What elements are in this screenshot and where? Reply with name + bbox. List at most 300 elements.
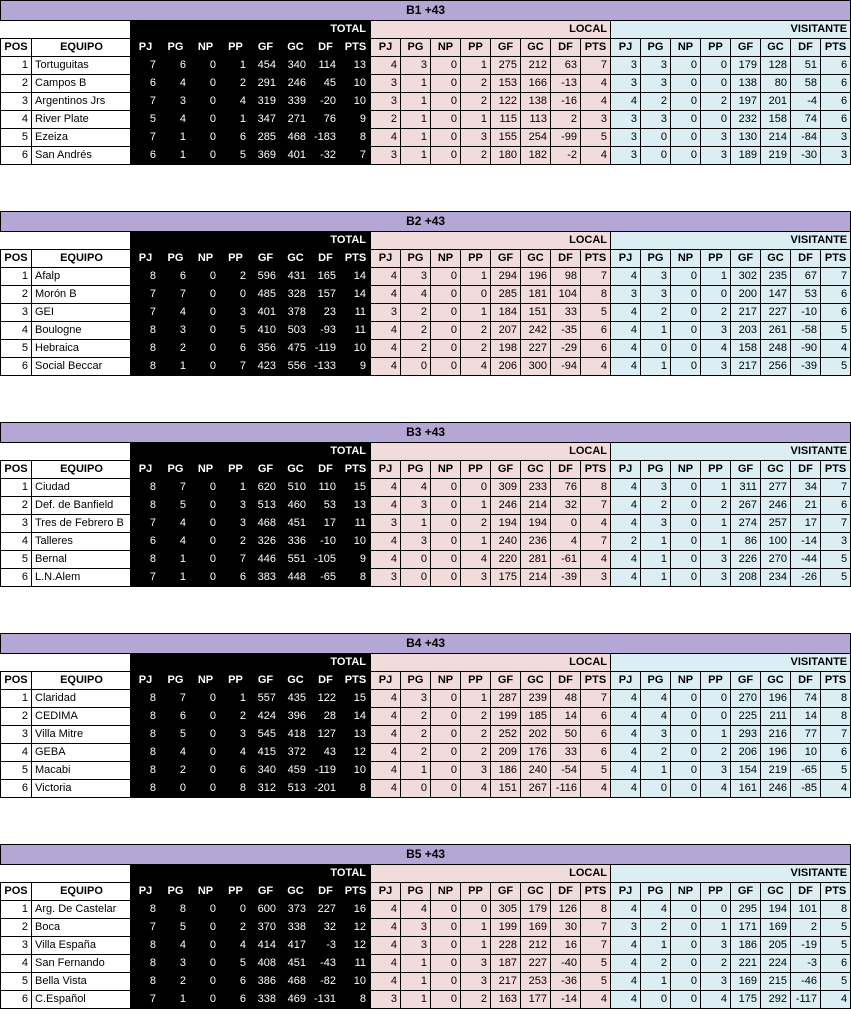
- table-row: [1, 991, 851, 1009]
- total-stat: 328: [281, 286, 311, 304]
- total-stat: 468: [251, 515, 281, 533]
- col-header: PTS: [821, 39, 851, 57]
- local-stat: 4: [371, 726, 401, 744]
- col-header: PTS: [581, 461, 611, 479]
- local-stat: 4: [371, 708, 401, 726]
- col-header: GF: [731, 39, 761, 57]
- visit-stat: 169: [761, 919, 791, 937]
- visit-stat: 311: [731, 479, 761, 497]
- total-stat: 8: [341, 780, 371, 798]
- visit-stat: -46: [791, 973, 821, 991]
- total-stat: 372: [281, 744, 311, 762]
- visit-stat: 4: [611, 744, 641, 762]
- local-stat: 153: [491, 75, 521, 93]
- team-name: Boca: [32, 919, 131, 937]
- visit-stat: -26: [791, 569, 821, 587]
- table-row: [1, 147, 851, 165]
- local-stat: 4: [581, 780, 611, 798]
- total-stat: 6: [131, 147, 161, 165]
- total-stat: 10: [341, 973, 371, 991]
- local-stat: 3: [371, 991, 401, 1009]
- local-stat: 4: [401, 901, 431, 919]
- table-row: [1, 75, 851, 93]
- local-stat: 0: [431, 75, 461, 93]
- col-header: PTS: [581, 672, 611, 690]
- visit-stat: 0: [671, 515, 701, 533]
- total-stat: 6: [161, 708, 191, 726]
- visit-stat: 8: [821, 690, 851, 708]
- local-stat: 1: [401, 75, 431, 93]
- local-stat: 2: [461, 726, 491, 744]
- table-row: [1, 497, 851, 515]
- col-header: PP: [221, 883, 251, 901]
- total-stat: 3: [221, 726, 251, 744]
- total-stat: 15: [341, 690, 371, 708]
- local-stat: 4: [461, 358, 491, 376]
- local-stat: 0: [431, 708, 461, 726]
- visit-stat: 161: [731, 780, 761, 798]
- visit-stat: 302: [731, 268, 761, 286]
- visit-stat: 200: [731, 286, 761, 304]
- visit-stat: 6: [821, 75, 851, 93]
- group-title-row: [1, 1, 851, 21]
- col-header: DF: [551, 883, 581, 901]
- local-stat: 0: [431, 726, 461, 744]
- col-header: DF: [311, 461, 341, 479]
- visit-stat: -117: [791, 991, 821, 1009]
- position-cell: 1: [1, 268, 32, 286]
- visit-stat: 1: [641, 973, 671, 991]
- visit-stat: 4: [821, 991, 851, 1009]
- col-header: PJ: [131, 672, 161, 690]
- visit-stat: 3: [821, 533, 851, 551]
- position-cell: 3: [1, 937, 32, 955]
- local-stat: 240: [521, 762, 551, 780]
- local-stat: 1: [401, 762, 431, 780]
- local-stat: 198: [491, 340, 521, 358]
- group-title: B3 +43: [1, 423, 851, 443]
- team-name: Social Beccar: [32, 358, 131, 376]
- section-header-row: [1, 21, 851, 39]
- total-stat: 0: [191, 780, 221, 798]
- local-stat: 305: [491, 901, 521, 919]
- visit-stat: 3: [641, 57, 671, 75]
- col-header: DF: [791, 883, 821, 901]
- total-stat: 8: [131, 937, 161, 955]
- visit-stat: 219: [761, 147, 791, 165]
- local-stat: 176: [521, 744, 551, 762]
- local-stat: 180: [491, 147, 521, 165]
- visit-stat: 4: [611, 726, 641, 744]
- total-stat: 1: [161, 991, 191, 1009]
- col-header: PTS: [581, 883, 611, 901]
- local-stat: 4: [401, 286, 431, 304]
- local-stat: 0: [431, 955, 461, 973]
- local-stat: -61: [551, 551, 581, 569]
- visit-stat: 3: [701, 569, 731, 587]
- col-header: GC: [761, 461, 791, 479]
- local-stat: 0: [431, 901, 461, 919]
- visit-stat: 5: [821, 973, 851, 991]
- col-header: PP: [701, 39, 731, 57]
- total-stat: 2: [161, 762, 191, 780]
- position-cell: 6: [1, 569, 32, 587]
- total-stat: 8: [131, 955, 161, 973]
- visit-stat: 0: [701, 57, 731, 75]
- local-stat: 4: [371, 551, 401, 569]
- total-stat: 448: [281, 569, 311, 587]
- total-stat: -82: [311, 973, 341, 991]
- visit-stat: 4: [611, 497, 641, 515]
- local-stat: 166: [521, 75, 551, 93]
- col-header: PP: [461, 461, 491, 479]
- position-cell: 3: [1, 304, 32, 322]
- col-header: PJ: [371, 39, 401, 57]
- col-header: DF: [791, 672, 821, 690]
- local-stat: -99: [551, 129, 581, 147]
- local-stat: 4: [581, 93, 611, 111]
- local-stat: 0: [461, 479, 491, 497]
- col-header: PJ: [371, 461, 401, 479]
- table-row: [1, 93, 851, 111]
- visit-stat: 3: [701, 322, 731, 340]
- local-stat: 196: [521, 268, 551, 286]
- col-header: PG: [161, 672, 191, 690]
- col-header: DF: [551, 672, 581, 690]
- local-stat: 4: [371, 973, 401, 991]
- total-stat: 0: [191, 304, 221, 322]
- total-stat: 8: [131, 268, 161, 286]
- visit-stat: 2: [611, 533, 641, 551]
- visit-stat: -30: [791, 147, 821, 165]
- visit-stat: -44: [791, 551, 821, 569]
- col-header: GF: [491, 461, 521, 479]
- position-cell: 4: [1, 322, 32, 340]
- total-stat: 0: [191, 690, 221, 708]
- total-stat: 620: [251, 479, 281, 497]
- local-stat: 275: [491, 57, 521, 75]
- col-header: PTS: [821, 461, 851, 479]
- visit-stat: 0: [671, 479, 701, 497]
- total-stat: 3: [221, 515, 251, 533]
- total-stat: 122: [311, 690, 341, 708]
- total-stat: 8: [341, 569, 371, 587]
- total-stat: -20: [311, 93, 341, 111]
- local-stat: -35: [551, 322, 581, 340]
- visit-stat: 7: [821, 268, 851, 286]
- local-stat: 253: [521, 973, 551, 991]
- col-header: PJ: [131, 250, 161, 268]
- local-stat: 4: [371, 762, 401, 780]
- local-stat: 214: [521, 569, 551, 587]
- local-stat: 4: [371, 919, 401, 937]
- column-header-row: [1, 672, 851, 690]
- total-stat: 510: [281, 479, 311, 497]
- team-name: Afalp: [32, 268, 131, 286]
- visit-stat: 1: [641, 937, 671, 955]
- total-stat: 7: [221, 358, 251, 376]
- col-header: PG: [161, 883, 191, 901]
- visit-stat: 14: [791, 708, 821, 726]
- visit-stat: 0: [671, 304, 701, 322]
- visit-stat: 175: [731, 991, 761, 1009]
- local-stat: 254: [521, 129, 551, 147]
- total-stat: 12: [341, 937, 371, 955]
- visit-stat: 186: [731, 937, 761, 955]
- visit-stat: 0: [641, 129, 671, 147]
- col-header: PP: [461, 883, 491, 901]
- col-header: PTS: [581, 39, 611, 57]
- local-stat: 0: [461, 286, 491, 304]
- total-stat: 4: [161, 937, 191, 955]
- visit-stat: 2: [641, 304, 671, 322]
- col-header: GC: [521, 461, 551, 479]
- local-stat: 207: [491, 322, 521, 340]
- standings-table: [0, 422, 851, 587]
- visit-stat: 4: [611, 515, 641, 533]
- local-stat: 0: [431, 515, 461, 533]
- position-cell: 2: [1, 919, 32, 937]
- visit-stat: 171: [731, 919, 761, 937]
- visit-stat: 1: [701, 515, 731, 533]
- team-name: Hebraica: [32, 340, 131, 358]
- col-header: DF: [311, 39, 341, 57]
- position-cell: 5: [1, 551, 32, 569]
- col-header: GF: [251, 672, 281, 690]
- position-cell: 3: [1, 726, 32, 744]
- visit-stat: 4: [611, 569, 641, 587]
- visit-stat: 5: [821, 762, 851, 780]
- visit-stat: -65: [791, 762, 821, 780]
- total-stat: 8: [131, 708, 161, 726]
- local-stat: 0: [431, 744, 461, 762]
- visit-stat: 138: [731, 75, 761, 93]
- visit-stat: 225: [731, 708, 761, 726]
- total-stat: 7: [161, 286, 191, 304]
- blank-cell: [1, 21, 131, 39]
- visit-stat: 1: [701, 268, 731, 286]
- total-stat: 0: [191, 497, 221, 515]
- visit-stat: 4: [611, 762, 641, 780]
- local-stat: 4: [371, 129, 401, 147]
- local-stat: 267: [521, 780, 551, 798]
- visit-stat: 4: [611, 973, 641, 991]
- visit-stat: 194: [761, 901, 791, 919]
- local-stat: 3: [461, 129, 491, 147]
- total-stat: 2: [221, 75, 251, 93]
- local-stat: 228: [491, 937, 521, 955]
- visit-stat: 4: [701, 780, 731, 798]
- visit-stat: 128: [761, 57, 791, 75]
- total-stat: 8: [131, 497, 161, 515]
- total-stat: 4: [161, 111, 191, 129]
- local-stat: 1: [401, 111, 431, 129]
- visit-stat: -39: [791, 358, 821, 376]
- local-stat: 0: [431, 93, 461, 111]
- total-stat: 8: [131, 479, 161, 497]
- local-stat: 3: [461, 762, 491, 780]
- local-stat: 2: [401, 304, 431, 322]
- visit-stat: 201: [761, 93, 791, 111]
- team-name: River Plate: [32, 111, 131, 129]
- table-row: [1, 533, 851, 551]
- local-stat: -116: [551, 780, 581, 798]
- visit-stat: 235: [761, 268, 791, 286]
- total-stat: 8: [131, 551, 161, 569]
- local-stat: 300: [521, 358, 551, 376]
- total-stat: 127: [311, 726, 341, 744]
- visit-stat: 0: [641, 991, 671, 1009]
- visit-stat: 2: [701, 955, 731, 973]
- section-local: LOCAL: [371, 654, 611, 672]
- visit-stat: 270: [761, 551, 791, 569]
- total-stat: 410: [251, 322, 281, 340]
- local-stat: 151: [521, 304, 551, 322]
- total-stat: 424: [251, 708, 281, 726]
- total-stat: 373: [281, 901, 311, 919]
- local-stat: 199: [491, 919, 521, 937]
- visit-stat: 0: [671, 744, 701, 762]
- section-local: LOCAL: [371, 21, 611, 39]
- table-row: [1, 111, 851, 129]
- visit-stat: 0: [671, 340, 701, 358]
- visit-stat: 2: [641, 919, 671, 937]
- total-stat: 401: [281, 147, 311, 165]
- total-stat: 6: [221, 569, 251, 587]
- local-stat: 4: [371, 955, 401, 973]
- visit-stat: 261: [761, 322, 791, 340]
- team-name: Claridad: [32, 690, 131, 708]
- col-header: NP: [671, 883, 701, 901]
- total-stat: 369: [251, 147, 281, 165]
- total-stat: 326: [251, 533, 281, 551]
- local-stat: 209: [491, 744, 521, 762]
- local-stat: 7: [581, 690, 611, 708]
- local-stat: 50: [551, 726, 581, 744]
- total-stat: 2: [161, 973, 191, 991]
- visit-stat: 7: [821, 726, 851, 744]
- visit-stat: 2: [701, 497, 731, 515]
- local-stat: 2: [401, 340, 431, 358]
- total-stat: 396: [281, 708, 311, 726]
- visit-stat: 256: [761, 358, 791, 376]
- team-name: Macabi: [32, 762, 131, 780]
- local-stat: 186: [491, 762, 521, 780]
- visit-stat: 293: [731, 726, 761, 744]
- col-header: GF: [251, 461, 281, 479]
- col-header: PG: [401, 672, 431, 690]
- standings-group: [0, 422, 851, 587]
- total-stat: 454: [251, 57, 281, 75]
- total-stat: 114: [311, 57, 341, 75]
- local-stat: 2: [461, 93, 491, 111]
- local-stat: 7: [581, 497, 611, 515]
- local-stat: 3: [581, 569, 611, 587]
- local-stat: 4: [401, 479, 431, 497]
- total-stat: 0: [191, 479, 221, 497]
- visit-stat: 101: [791, 901, 821, 919]
- local-stat: 0: [431, 129, 461, 147]
- total-stat: 7: [131, 304, 161, 322]
- total-stat: 5: [161, 726, 191, 744]
- local-stat: 16: [551, 937, 581, 955]
- visit-stat: 3: [821, 129, 851, 147]
- total-stat: 347: [251, 111, 281, 129]
- col-header: PP: [221, 250, 251, 268]
- col-header: GC: [761, 39, 791, 57]
- team-name: Argentinos Jrs: [32, 93, 131, 111]
- team-name: Ezeiza: [32, 129, 131, 147]
- visit-stat: 4: [611, 304, 641, 322]
- total-stat: 3: [161, 955, 191, 973]
- visit-stat: 4: [641, 708, 671, 726]
- total-stat: 10: [341, 75, 371, 93]
- local-stat: 184: [491, 304, 521, 322]
- local-stat: 182: [521, 147, 551, 165]
- local-stat: -40: [551, 955, 581, 973]
- visit-stat: 217: [731, 358, 761, 376]
- col-header: PJ: [131, 461, 161, 479]
- visit-stat: 4: [611, 690, 641, 708]
- local-stat: 0: [431, 358, 461, 376]
- visit-stat: 0: [671, 955, 701, 973]
- visit-stat: 0: [671, 322, 701, 340]
- total-stat: 6: [221, 762, 251, 780]
- col-header: NP: [191, 672, 221, 690]
- visit-stat: 34: [791, 479, 821, 497]
- total-stat: 10: [341, 762, 371, 780]
- col-header: GF: [731, 250, 761, 268]
- local-stat: 3: [371, 304, 401, 322]
- team-name: San Fernando: [32, 955, 131, 973]
- table-row: [1, 762, 851, 780]
- total-stat: -183: [311, 129, 341, 147]
- visit-stat: 7: [821, 479, 851, 497]
- visit-stat: 0: [671, 268, 701, 286]
- total-stat: 4: [161, 533, 191, 551]
- total-stat: 13: [341, 497, 371, 515]
- local-stat: -36: [551, 973, 581, 991]
- local-stat: 194: [491, 515, 521, 533]
- col-header: GC: [521, 39, 551, 57]
- total-stat: 0: [191, 973, 221, 991]
- total-stat: 336: [281, 533, 311, 551]
- visit-stat: 0: [671, 991, 701, 1009]
- local-stat: 2: [461, 744, 491, 762]
- visit-stat: 3: [641, 111, 671, 129]
- total-stat: 1: [221, 111, 251, 129]
- col-header: PTS: [581, 250, 611, 268]
- section-header-row: [1, 232, 851, 250]
- team-name: Campos B: [32, 75, 131, 93]
- local-stat: 4: [371, 322, 401, 340]
- local-stat: 3: [401, 533, 431, 551]
- total-stat: 4: [161, 515, 191, 533]
- visit-stat: 0: [671, 129, 701, 147]
- col-header: PTS: [341, 250, 371, 268]
- visit-stat: 2: [641, 955, 671, 973]
- total-stat: 4: [221, 937, 251, 955]
- visit-stat: 0: [671, 497, 701, 515]
- local-stat: 2: [461, 708, 491, 726]
- local-stat: 236: [521, 533, 551, 551]
- col-header: GF: [491, 39, 521, 57]
- total-stat: 14: [341, 286, 371, 304]
- total-stat: 2: [221, 268, 251, 286]
- table-row: [1, 304, 851, 322]
- local-stat: 163: [491, 991, 521, 1009]
- visit-stat: 0: [671, 286, 701, 304]
